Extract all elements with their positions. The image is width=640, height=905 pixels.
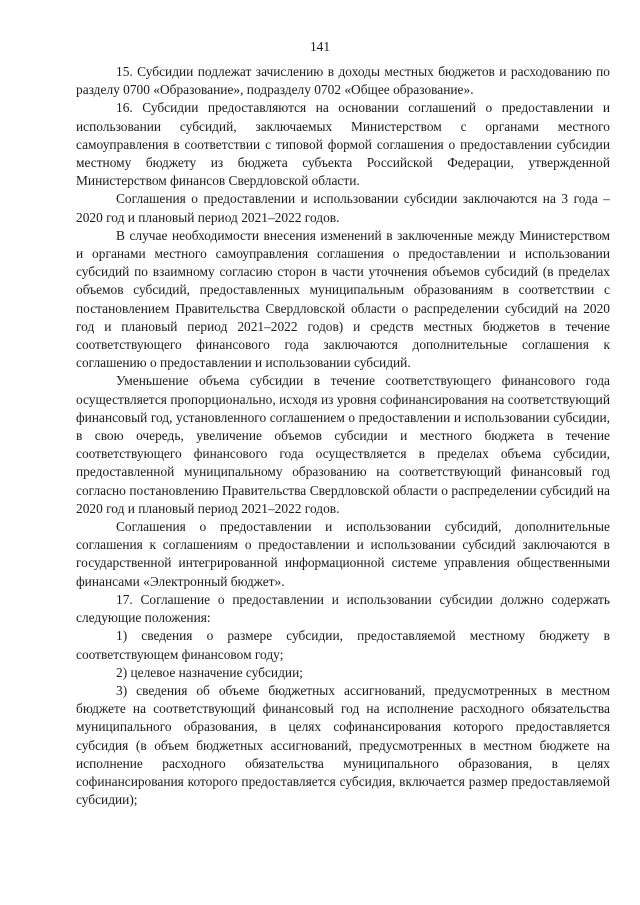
paragraph: Уменьшение объема субсидии в течение соответствующего финансового года осуществляется пропорционально, исходя из уровня софинансирования на соответствующий финансовый год, установленного соглашением о предоставлении и использовании субсидии, в свою очередь, увеличение объемов субсидии и местного бюджета в течение соответствующего финансового года осуществляется в пределах объема субсидии, предоставленной муниципальному образованию на соответствующий финансовый год согласно постановлению Правительства Свердловской области о распределении субсидий на 2020 год и плановый период 2021–2022 годов.	[76, 373, 610, 516]
paragraph: 17. Соглашение о предоставлении и использовании субсидии должно содержать следующие положения:	[76, 591, 610, 626]
list-item: 3) сведения об объеме бюджетных ассигнований, предусмотренных в местном бюджете на соответствующий финансовый год на исполнение расходного обязательства муниципального образования, в целях софинансирования которого предоставляется субсидия (в объем бюджетных ассигнований, предусмотренных в местном бюджете на исполнение расходного обязательства муниципального образования, в целях софинансирования которого предоставляется субсидия, включается размер предоставляемой субсидии);	[76, 682, 610, 808]
page-number: 141	[309, 39, 331, 54]
paragraph: Соглашения о предоставлении и использовании субсидий, дополнительные соглашения к соглашениям о предоставлении и использовании субсидий заключаются в государственной интегрированной информационной системе управления общественными финансами «Электронный бюджет».	[76, 519, 610, 589]
paragraph: 16. Субсидии предоставляются на основании соглашений о предоставлении и использовании субсидий, заключаемых Министерством с органами местного самоуправления в соответствии с типовой формой соглашения о предоставлении субсидии местному бюджету из бюджета субъекта Российской Федерации, утвержденной Министерством финансов Свердловской области.	[76, 100, 610, 189]
list-item: 1) сведения о размере субсидии, предоставляемой местному бюджету в соответствующем финансовом году;	[76, 628, 610, 662]
paragraph: Соглашения о предоставлении и использовании субсидии заключаются на 3 года – 2020 год и плановый период 2021–2022 годов.	[76, 191, 610, 225]
list-item: 2) целевое назначение субсидии;	[116, 664, 303, 680]
paragraph: В случае необходимости внесения изменений в заключенные между Министерством и органами местного самоуправления соглашения о предоставлении и использовании субсидий по взаимному согласию сторон в части уточнения объемов субсидий (в пределах объемов субсидий, предоставленных муниципальным образованиям в соответствии с постановлением Правительства Свердловской области о распределении субсидий на 2020 год и плановый период 2021–2022 годов) и средств местных бюджетов в течение соответствующего финансового года заключаются дополнительные соглашения к соглашению о предоставлении и использовании субсидий.	[76, 227, 610, 371]
paragraph: 15. Субсидии подлежат зачислению в доходы местных бюджетов и расходованию по разделу 0700 «Образование», подразделу 0702 «Общее образование».	[76, 64, 610, 98]
document-body	[76, 63, 610, 809]
